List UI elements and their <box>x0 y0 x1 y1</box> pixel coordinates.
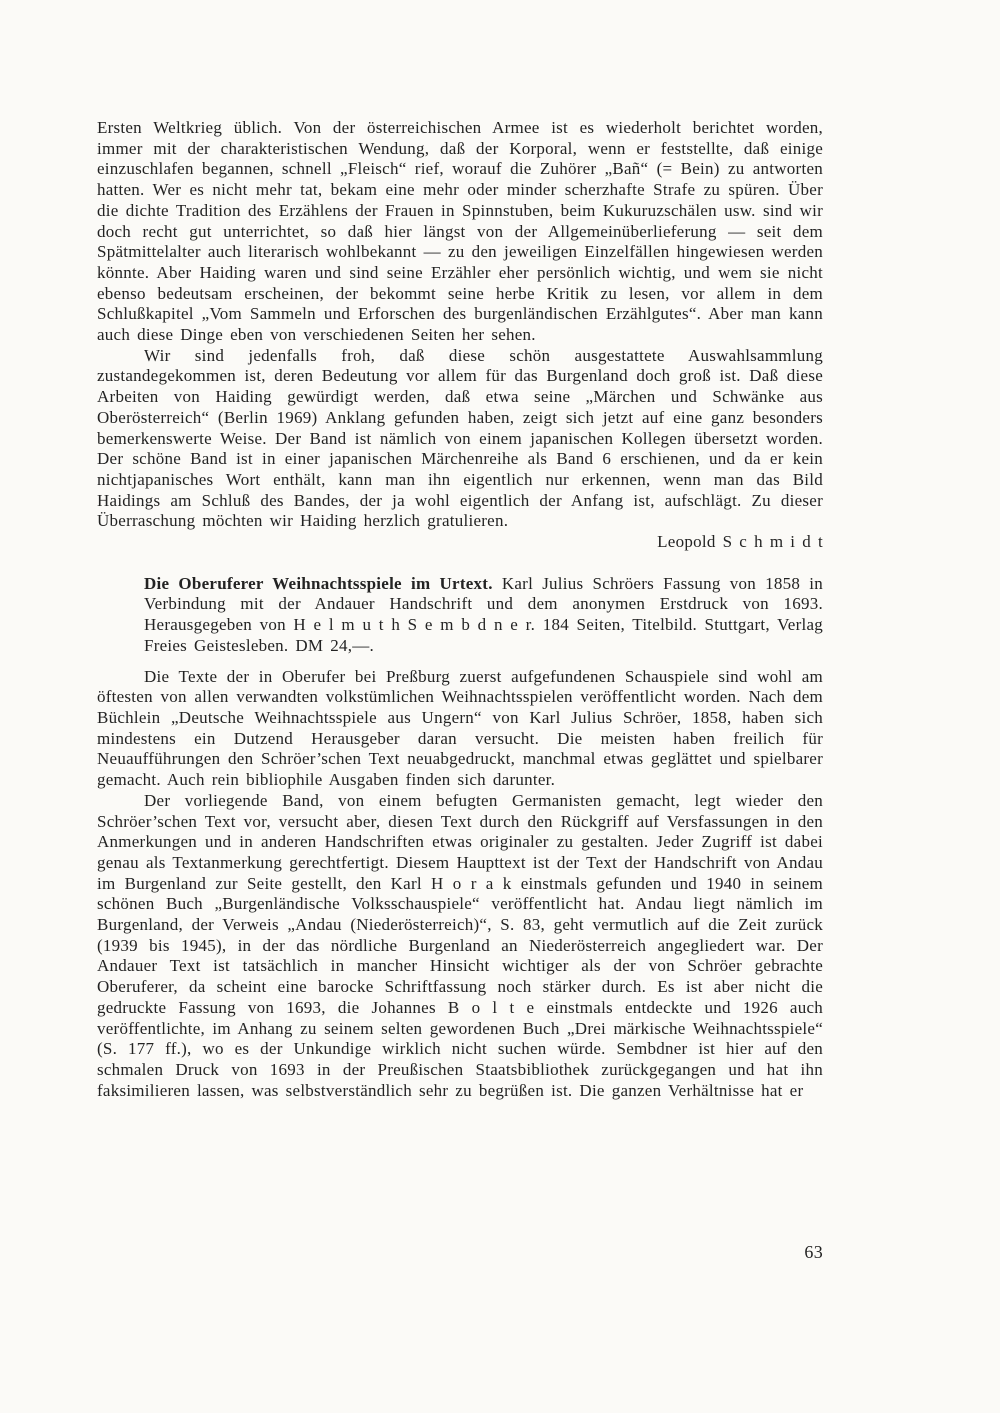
review-paragraph: Die Texte der in Oberufer bei Preßburg zuerst aufgefundenen Schauspiele sind wohl am öftesten von allen verwandten volkstümlichen Weihnachtsspielen veröffentlicht worden. Nach dem Büchlein „Deutsche Weihnachtsspiele aus Ungern“ von Karl Julius Schröer, 1858, haben sich mindestens ein Dutzend Herausgeber daran versucht. Die meisten haben freilich für Neuaufführungen den Schröer’schen Text neuabgedruckt, manchmal etwas geglättet und spielbarer gemacht. Auch rein bibliophile Ausgaben finden sich darunter. <box>97 666 823 790</box>
book-citation-details: Karl Julius Schröers Fassung von 1858 in Verbindung mit der Andauer Handschrift und dem anonymen Erstdruck von 1693. Herausgegeben von H e l m u t h S e m b d n e r. 184 Seiten, Titelbild. Stuttgart, Verlag Freies Geistesleben. DM 24,—. <box>144 573 823 655</box>
book-title: Die Oberuferer Weihnachtsspiele im Urtext. <box>144 573 493 593</box>
review-paragraph-continuation: Ersten Weltkrieg üblich. Von der österreichischen Armee ist es wiederholt berichtet worden, immer mit der charakteristischen Wendung, daß der Korporal, wenn er feststellte, daß einige einzuschlafen begannen, schnell „Fleisch“ rief, worauf die Zuhörer „Bañ“ (= Bein) zu antworten hatten. Wer es nicht mehr tat, bekam eine mehr oder minder scherzhafte Strafe zu spüren. Über die dichte Tradition des Erzählens der Frauen in Spinnstuben, beim Kukuruzschälen usw. sind wir doch recht gut unterrichtet, so daß hier längst von der Allgemeinüberlieferung — seit dem Spätmittelalter auch literarisch wohlbekannt — zu den jeweiligen Einzelfällen hingewiesen werden könnte. Aber Haiding waren und sind seine Erzähler eher persönlich wichtig, und wem sie nicht ebenso bedeutsam erscheinen, der bekommt seine herbe Kritik zu lesen, vor allem in dem Schlußkapitel „Vom Sammeln und Erforschen des burgenländischen Erzählgutes“. Aber man kann auch diese Dinge eben von verschiedenen Seiten her sehen. <box>97 118 823 345</box>
text-column <box>97 118 823 1101</box>
author-signature: Leopold S c h m i d t <box>657 532 823 552</box>
review-paragraph: Der vorliegende Band, von einem befugten Germanisten gemacht, legt wieder den Schröer’schen Text vor, versucht aber, diesen Text durch den Rückgriff auf Versfassungen in den Anmerkungen und in anderen Handschriften etwas originaler zu gestalten. Jeder Zugriff ist dabei genau als Textanmerkung gerechtfertigt. Diesem Haupttext ist der Text der Handschrift von Andau im Burgenland zur Seite gestellt, den Karl H o r a k einstmals gefunden und 1940 in seinem schönen Buch „Burgenländische Volksschauspiele“ veröffentlicht hat. Andau liegt nämlich im Burgenland, der Verweis „Andau (Niederösterreich)“, S. 83, geht vermutlich auf die Zeit zurück (1939 bis 1945), in der das nördliche Burgenland an Niederösterreich angegliedert war. Der Andauer Text ist tatsächlich in mancher Hinsicht wichtiger als der von Schröer gebrachte Oberuferer, da scheint eine barocke Schriftfassung noch stärker durch. Es ist aber nicht die gedruckte Fassung von 1693, die Johannes B o l t e einstmals entdeckte und 1926 auch veröffentlichte, im Anhang zu seinem selten gewordenen Buch „Drei märkische Weihnachtsspiele“ (S. 177 ff.), wo es der Unkundige wirklich nicht suchen würde. Sembdner ist hier auf den schmalen Druck von 1693 in der Preußischen Staatsbibliothek zurückgegangen und hat ihn faksimilieren lassen, was selbstverständlich sehr zu begrüßen ist. Die ganzen Verhältnisse hat er <box>97 790 823 1100</box>
page-number: 63 <box>804 1242 823 1262</box>
review-paragraph: Wir sind jedenfalls froh, daß diese schön ausgestattete Auswahlsammlung zustandegekommen ist, deren Bedeutung vor allem für das Burgenland doch groß ist. Daß diese Arbeiten von Haiding gewürdigt werden, daß etwa seine „Märchen und Schwänke aus Oberösterreich“ (Berlin 1969) Anklang gefunden haben, zeigt sich jetzt auf eine ganz besonders bemerkenswerte Weise. Der Band ist nämlich von einem japanischen Kollegen übersetzt worden. Der schöne Band ist in einer japanischen Märchenreihe als Band 6 erschienen, und da er kein nichtjapanisches Wort enthält, kann man ihn eigentlich nur erkennen, wenn man das Bild Haidings am Schluß des Bandes, der ja wohl eigentlich der Anfang ist, aufschlägt. Zu dieser Überraschung möchten wir Haiding herzlich gratulieren. <box>97 345 823 531</box>
book-citation <box>97 574 823 657</box>
